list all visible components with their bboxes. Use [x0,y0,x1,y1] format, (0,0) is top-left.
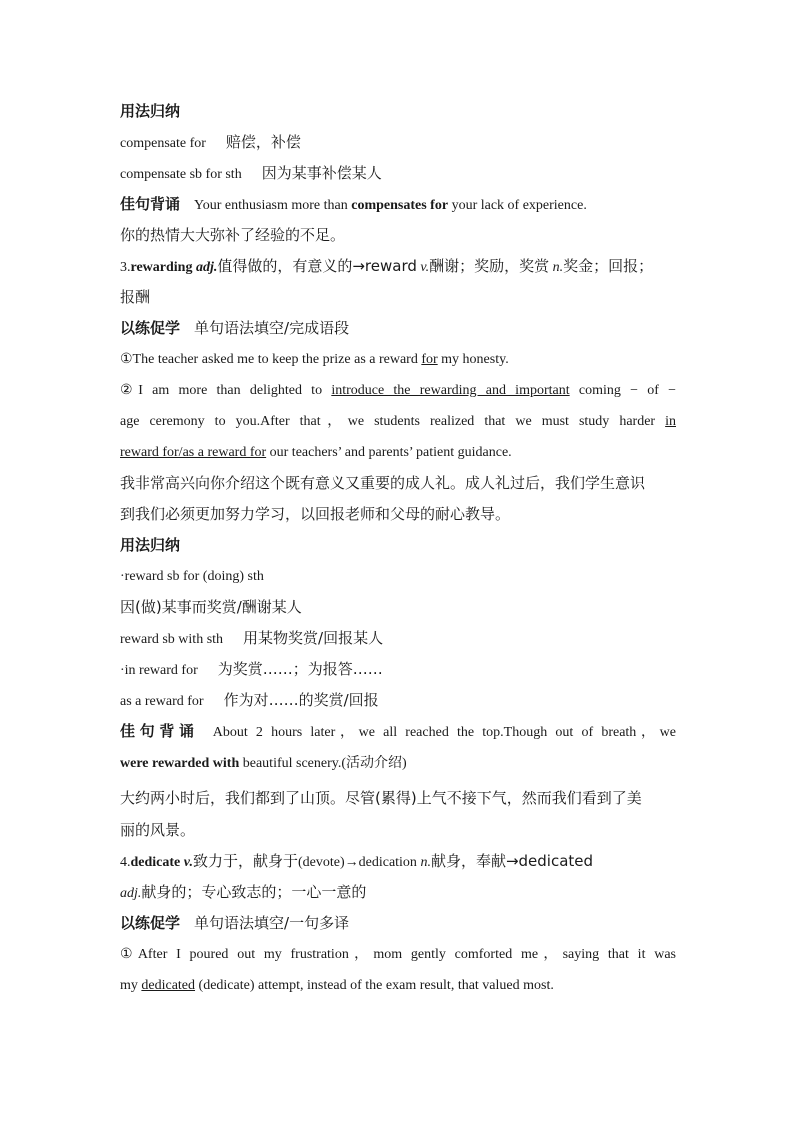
question-text: ①The teacher asked me to keep the prize as a reward [120,352,418,367]
entry-meaning: 献身，奉献→dedicated [430,852,594,870]
entry-meaning: 值得做的，有意义的→reward [217,257,417,275]
exercise-question-1 [120,344,676,375]
practice-heading [120,908,676,939]
usage-line [120,623,676,654]
exercise-question-1 [120,939,676,970]
section-heading: 用法归纳 [120,536,181,554]
sentence-translation [120,220,676,251]
question-text: coming − of − [578,383,676,398]
practice-subtitle: 单句语法填空/一句多译 [194,914,350,932]
question-text: ①After I poured out my frustration，mom gently comforted me，saying that it was [120,947,676,962]
usage-english: ·reward sb for (doing) sth [120,569,264,584]
question-text: ②I am more than delighted to [120,383,323,398]
entry-word: rewarding [130,260,193,275]
entry-pos: v. [420,260,430,275]
exercise-question-2 [120,375,676,406]
question-text: (dedicate) attempt, instead of the exam result, that valued most. [198,978,554,993]
usage-english: ·in reward for [120,663,198,678]
question-text: my honesty. [441,352,509,367]
sentence-text: your lack of experience. [451,198,587,213]
answer-blank: introduce the rewarding and important [331,383,570,398]
entry-meaning: 献身的；专心致志的；一心一意的 [141,883,367,901]
entry-meaning: 奖金；回报； [563,257,654,275]
sentence-bold: compensates for [351,198,449,213]
section-heading: 用法归纳 [120,102,181,120]
translation-text: 我非常高兴向你介绍这个既有意义又重要的成人礼。成人礼过后，我们学生意识 [120,474,646,492]
translation-text: 到我们必须更加努力学习，以回报老师和父母的耐心教导。 [120,505,511,523]
usage-line [120,654,676,685]
usage-chinese: 为奖赏……；为报答…… [217,660,383,678]
practice-heading [120,313,676,344]
translation-text: 大约两小时后，我们都到了山顶。尽管(累得)上气不接下气，然而我们看到了美 [120,789,642,807]
translation-text: 你的热情大大弥补了经验的不足。 [120,226,346,244]
answer-blank: for [421,352,438,367]
sentence-label: 佳句背诵 [120,195,181,213]
usage-line [120,561,676,592]
example-sentence-cont [120,747,676,781]
vocab-entry-4 [120,846,676,877]
vocab-entry-3 [120,251,676,282]
entry-word: dedicate [130,855,181,870]
entry-pos: adj. [120,886,142,901]
sentence-text: About 2 hours later，we all reached the top.Though out of breath，we [212,725,676,740]
answer-blank: in [665,414,676,429]
vocab-entry-3-cont [120,282,676,313]
entry-pos: n. [420,855,431,870]
usage-line [120,158,676,189]
usage-chinese: 用某物奖赏/回报某人 [243,629,384,647]
answer-blank: reward for/as a reward for [120,445,267,460]
usage-line [120,685,676,716]
entry-meaning: (devote)→dedication [297,855,417,870]
usage-chinese: 因(做)某事而奖赏/酬谢某人 [120,598,302,616]
usage-english: compensate sb for sth [120,167,242,182]
entry-pos: n. [552,260,564,275]
entry-pos: v. [183,855,193,870]
entry-meaning: 酬谢；奖励，奖赏 [429,257,550,275]
entry-number: 4. [120,855,131,870]
example-sentence [120,189,676,220]
sentence-bold: were rewarded [120,756,210,771]
sentence-translation [120,815,676,846]
usage-chinese: 因为某事补偿某人 [261,164,382,182]
question-text: our teachers’ and parents’ patient guidance. [269,445,512,460]
example-sentence [120,716,676,747]
entry-number: 3. [120,260,131,275]
question-text: age ceremony to you.After that，we students realized that we must study harder [120,414,656,429]
usage-english: reward sb with sth [120,632,224,647]
entry-pos: adj. [195,260,218,275]
exercise-question-1-cont [120,970,676,1001]
sentence-bold: with [212,756,240,771]
usage-line [120,592,676,623]
exercise-question-2-cont [120,406,676,437]
usage-line [120,127,676,158]
sentence-text: beautiful scenery.(活动介绍) [242,756,407,771]
usage-chinese: 赔偿，补偿 [225,133,301,151]
practice-label: 以练促学 [120,319,181,337]
document-content [120,96,676,1001]
entry-meaning: 报酬 [120,288,151,306]
practice-label: 以练促学 [120,914,181,932]
practice-subtitle: 单句语法填空/完成语段 [194,319,350,337]
sentence-label: 佳句背诵 [120,722,199,740]
usage-heading-1 [120,96,676,127]
usage-chinese: 作为对……的奖赏/回报 [223,691,379,709]
translation-text: 丽的风景。 [120,821,196,839]
exercise-question-2-cont [120,437,676,468]
vocab-entry-4-cont [120,877,676,908]
usage-english: as a reward for [120,694,204,709]
answer-blank: dedicated [141,978,196,993]
sentence-text: Your enthusiasm more than [194,198,348,213]
usage-english: compensate for [120,136,206,151]
question-text: my [120,978,138,993]
usage-heading-2 [120,530,676,561]
sentence-translation [120,781,676,815]
exercise-translation [120,468,676,499]
exercise-translation [120,499,676,530]
entry-meaning: 致力于，献身于 [192,852,298,870]
